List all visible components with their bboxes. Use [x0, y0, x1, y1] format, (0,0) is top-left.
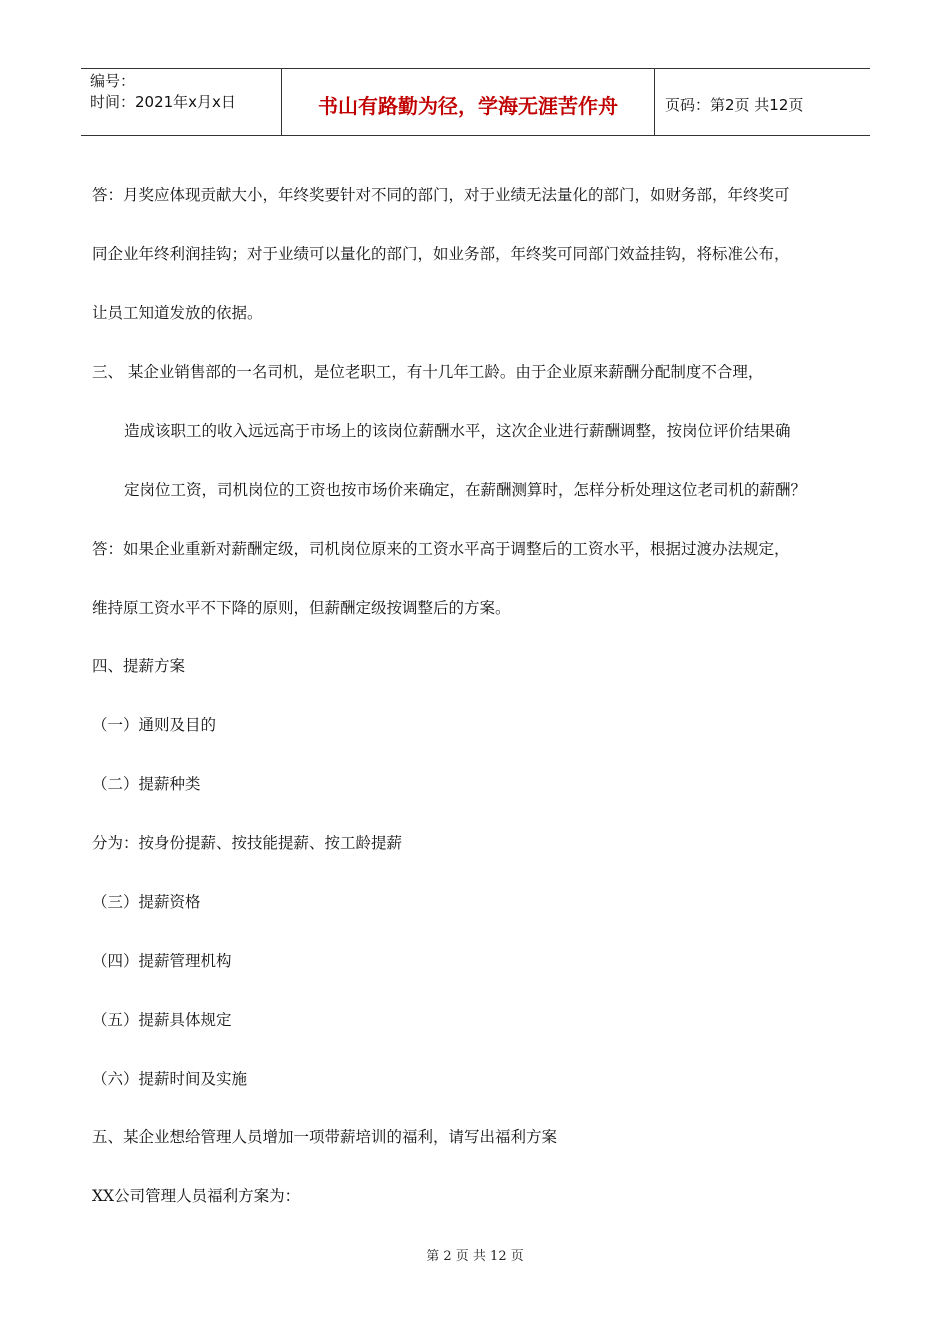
body-line: XX公司管理人员福利方案为： — [92, 1187, 301, 1205]
subsection-heading: （二）提薪种类 — [92, 775, 201, 793]
body-line: 维持原工资水平不下降的原则，但薪酬定级按调整后的方案。 — [92, 599, 511, 617]
body-line: 定岗位工资，司机岗位的工资也按市场价来确定，在薪酬测算时，怎样分析处理这位老司机的薪酬？ — [124, 481, 807, 499]
page-footer: 第 2 页 共 12 页 — [426, 1249, 524, 1264]
body-line: 让员工知道发放的依据。 — [92, 304, 263, 322]
document-date-label: 时间：2021年x月x日 — [90, 93, 236, 111]
subsection-heading: （一）通则及目的 — [92, 716, 217, 734]
subsection-heading: （四）提薪管理机构 — [92, 952, 232, 970]
section-four-heading: 四、提薪方案 — [92, 657, 186, 675]
header-page-indicator: 页码：第2页 共12页 — [665, 95, 804, 114]
body-line: 同企业年终利润挂钩；对于业绩可以量化的部门，如业务部，年终奖可同部门效益挂钩，将标准公布， — [92, 245, 790, 263]
body-line: 答：如果企业重新对薪酬定级，司机岗位原来的工资水平高于调整后的工资水平，根据过渡办法规定， — [92, 540, 790, 558]
section-five-heading: 五、某企业想给管理人员增加一项带薪培训的福利，请写出福利方案 — [92, 1128, 558, 1146]
body-line: 分为：按身份提薪、按技能提薪、按工龄提薪 — [92, 834, 403, 852]
document-number-label: 编号： — [90, 72, 136, 90]
subsection-heading: （三）提薪资格 — [92, 893, 201, 911]
section-three-question: 三、 某企业销售部的一名司机，是位老职工，有十几年工龄。由于企业原来薪酬分配制度不合理， — [92, 363, 764, 381]
header-motto: 书山有路勤为径，学海无涯苦作舟 — [282, 69, 655, 135]
body-line: 造成该职工的收入远远高于市场上的该岗位薪酬水平，这次企业进行薪酬调整，按岗位评价结果确 — [124, 422, 791, 440]
subsection-heading: （六）提薪时间及实施 — [92, 1070, 248, 1088]
body-line: 答：月奖应体现贡献大小，年终奖要针对不同的部门，对于业绩无法量化的部门，如财务部，年终奖可 — [92, 186, 790, 204]
header-meta — [81, 69, 282, 135]
page-header — [81, 68, 870, 136]
subsection-heading: （五）提薪具体规定 — [92, 1011, 232, 1029]
